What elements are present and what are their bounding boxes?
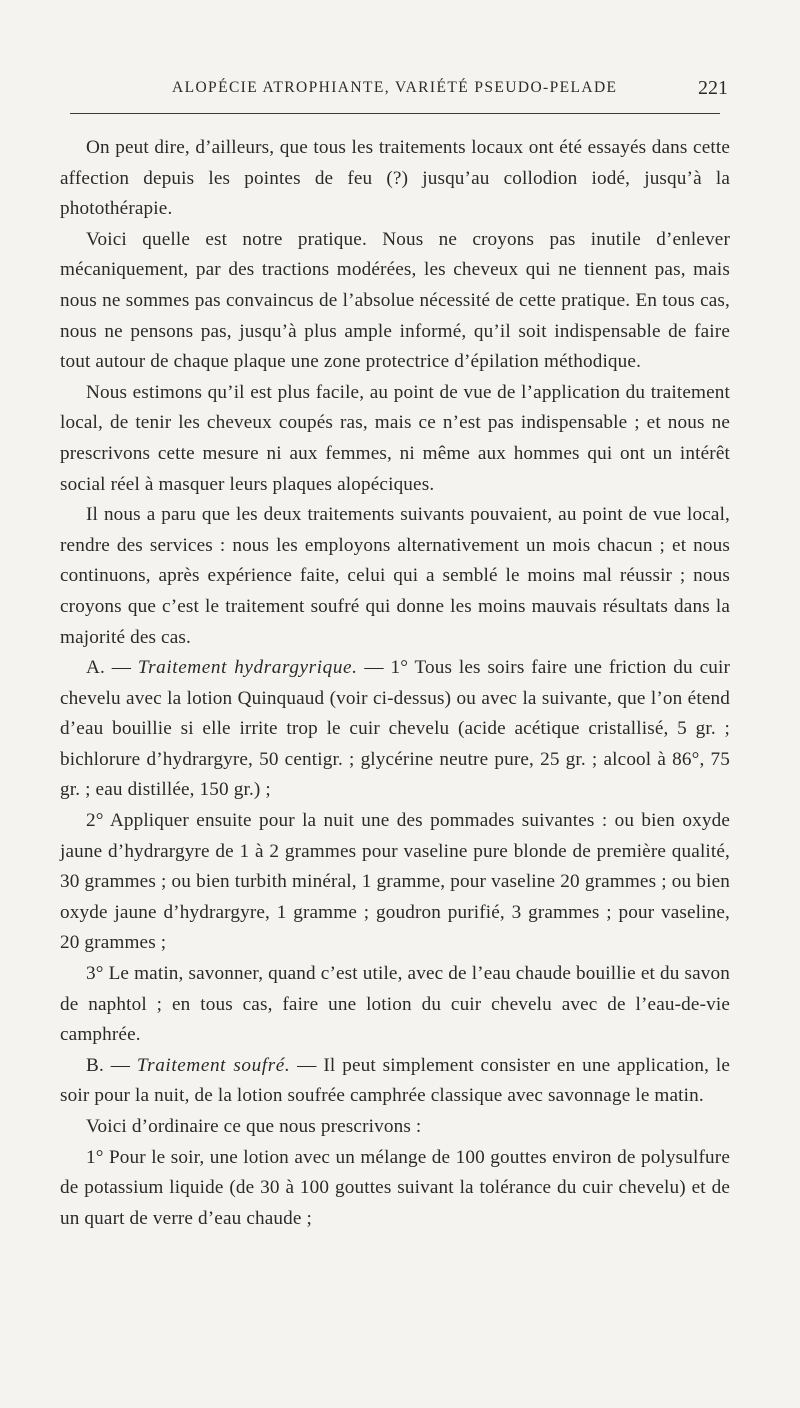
paragraph-text: — 1° Tous les soirs faire une friction du cuir chevelu avec la lotion Quinquaud (voir ci-dessus) ou avec la suivante, que l’on étend d’eau bouillie si elle irrite trop le cuir chevelu (acide acétique cristallisé, 5 gr. ; bichlorure d’hydrargyre, 50 centigr. ; glycérine neutre pure, 25 gr. ; alcool à 86°, 75 gr. ; eau distillée, 150 gr.) ; <box>60 657 730 801</box>
paragraph-text: — Il peut simplement consister en une application, le soir pour la nuit, de la lotion soufrée camphrée classique avec savonnage le matin. <box>60 1054 730 1107</box>
book-page <box>60 0 732 1408</box>
paragraph-text: On peut dire, d’ailleurs, que tous les traitements locaux ont été essayés dans cette affection depuis les pointes de feu (?) jusqu’au collodion iodé, jusqu’à la photothérapie. <box>60 137 730 220</box>
section-a-letter: A. — <box>86 657 138 679</box>
section-b-paragraph <box>60 1051 730 1112</box>
paragraph-3 <box>60 378 730 500</box>
paragraph-text: 2° Appliquer ensuite pour la nuit une des pommades suivantes : ou bien oxyde jaune d’hydrargyre de 1 à 2 grammes pour vaseline pure blonde de première qualité, 30 grammes ; ou bien turbith minéral, 1 gramme, pour vaseline 20 grammes ; ou bien oxyde jaune d’hydrargyre, 1 gramme ; goudron purifié, 3 grammes ; pour vaseline, 20 grammes ; <box>60 810 730 954</box>
section-a-step-3 <box>60 959 730 1051</box>
paragraph-text: Voici quelle est notre pratique. Nous ne croyons pas inutile d’enlever mécaniquement, par des tractions modérées, les cheveux qui ne tiennent pas, mais nous ne sommes pas convaincus de l’absolue nécessité de cette pratique. En tous cas, nous ne pensons pas, jusqu’à plus ample informé, qu’il soit indispensable de faire tout autour de chaque plaque une zone protectrice d’épilation méthodique. <box>60 228 730 373</box>
paragraph-1 <box>60 133 730 225</box>
running-head <box>60 74 732 102</box>
section-b-heading: Traitement soufré. <box>136 1054 291 1076</box>
section-a-step-2 <box>60 806 730 959</box>
paragraph-2 <box>60 225 730 378</box>
body-text <box>60 133 730 1234</box>
paragraph-text: 1° Pour le soir, une lotion avec un mélange de 100 gouttes environ de polysulfure de potassium liquide (de 30 à 100 gouttes suivant la tolérance du cuir chevelu) et de un quart de verre d’eau chaude ; <box>60 1146 730 1229</box>
page-number: 221 <box>698 77 728 99</box>
section-a-paragraph <box>60 653 730 806</box>
paragraph-text: Voici d’ordinaire ce que nous prescrivons : <box>86 1116 422 1137</box>
section-a-heading: Traitement hydrargyrique. <box>137 657 358 679</box>
section-b-step-1 <box>60 1143 730 1235</box>
section-b-letter: B. — <box>86 1054 137 1076</box>
header-rule <box>70 113 720 114</box>
paragraph-text: Il nous a paru que les deux traitements suivants pouvaient, au point de vue local, rendre des services : nous les employons alternativement un mois chacun ; et nous continuons, après expérience faite, celui qui a semblé le moins mal réussir ; nous croyons que c’est le traitement soufré qui donne les moins mauvais résultats dans la majorité des cas. <box>60 504 730 648</box>
running-title: ALOPÉCIE ATROPHIANTE, VARIÉTÉ PSEUDO-PELADE <box>172 79 618 96</box>
paragraph-4 <box>60 500 730 653</box>
paragraph-text: Nous estimons qu’il est plus facile, au point de vue de l’application du traitement local, de tenir les cheveux coupés ras, mais ce n’est pas indispensable ; et nous ne prescrivons cette mesure ni aux femmes, ni même aux hommes qui ont un intérêt social réel à masquer leurs plaques alopéciques. <box>60 381 730 495</box>
paragraph-9 <box>60 1112 730 1143</box>
paragraph-text: 3° Le matin, savonner, quand c’est utile, avec de l’eau chaude bouillie et du savon de naphtol ; en tous cas, faire une lotion du cuir chevelu avec de l’eau-de-vie camphrée. <box>60 963 730 1046</box>
